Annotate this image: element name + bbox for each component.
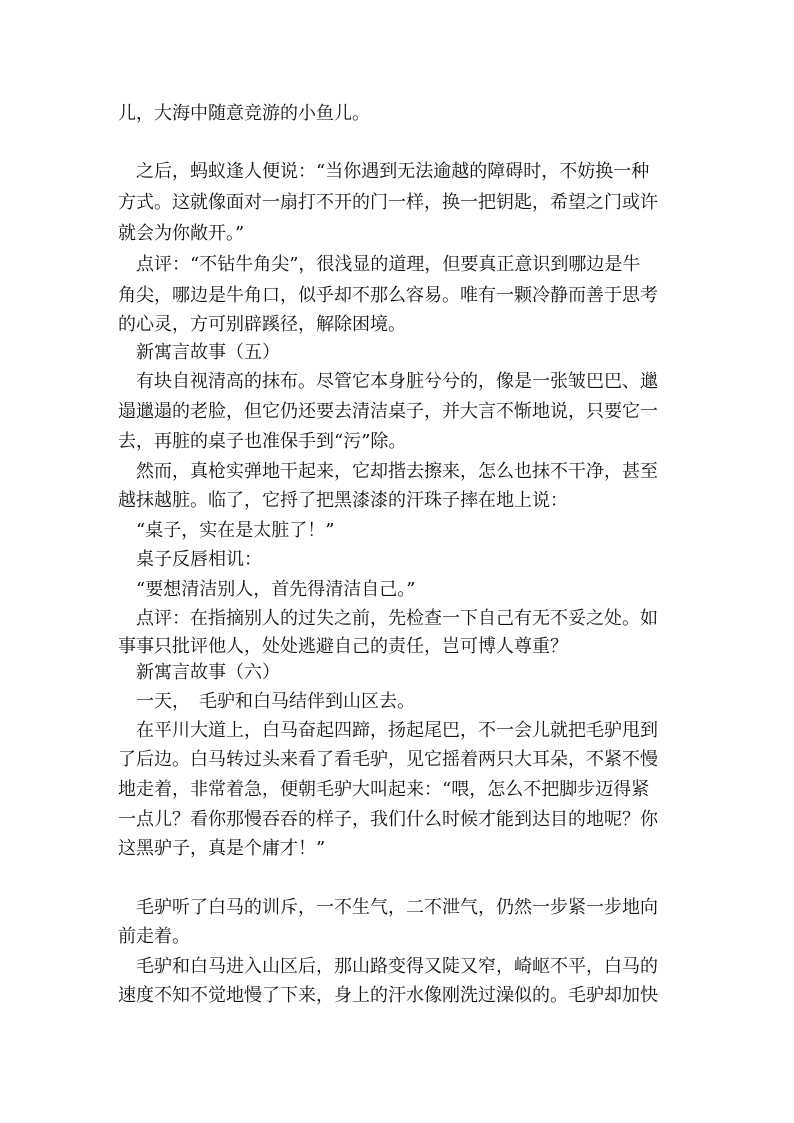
text-line: 的心灵，方可别辟蹊径，解除困境。 (118, 314, 406, 335)
text-line: 遢邋遢的老脸，但它仍还要去清洁桌子，并大言不惭地说，只要它一 (118, 401, 658, 422)
text-line: 之后，蚂蚁逢人便说：“当你遇到无法逾越的障碍时，不妨换一种 (118, 161, 650, 182)
text-line: 速度不知不觉地慢了下来，身上的汗水像刚洗过澡似的。毛驴却加快 (118, 985, 658, 1006)
text-line: 点评：在指摘别人的过失之前，先检查一下自己有无不妥之处。如 (118, 608, 658, 629)
text-line: 毛驴和白马进入山区后，那山路变得又陡又窄，崎岖不平，白马的 (118, 956, 658, 977)
text-line: 儿，大海中随意竞游的小鱼儿。 (118, 103, 370, 124)
text-line: 一天， 毛驴和白马结伴到山区去。 (118, 691, 415, 712)
text-line: 在平川大道上，白马奋起四蹄，扬起尾巴，不一会儿就把毛驴甩到 (118, 720, 658, 741)
text-line: 角尖，哪边是牛角口，似乎却不那么容易。唯有一颗冷静而善于思考 (118, 285, 658, 306)
text-line: “要想清洁别人，首先得清洁自己。” (118, 579, 416, 600)
text-line: 新寓言故事（六） (118, 662, 280, 683)
text-line: 一点儿？看你那慢吞吞的样子，我们什么时候才能到达目的地呢？你 (118, 809, 658, 830)
text-line: 了后边。白马转过头来看了看毛驴，见它摇着两只大耳朵，不紧不慢 (118, 749, 658, 770)
text-line: 这黑驴子，真是个庸才！” (118, 838, 326, 859)
text-line: 方式。这就像面对一扇打不开的门一样，换一把钥匙，希望之门或许 (118, 192, 658, 213)
text-line: 就会为你敞开。” (118, 223, 245, 244)
text-line: 毛驴听了白马的训斥，一不生气，二不泄气，仍然一步紧一步地向 (118, 897, 658, 918)
text-line: “桌子，实在是太脏了！” (118, 520, 335, 541)
text-line: 然而，真枪实弹地干起来，它却揩去擦来，怎么也抹不干净，甚至 (118, 461, 658, 482)
text-line: 越抹越脏。临了，它捋了把黑漆漆的汗珠子摔在地上说： (118, 490, 568, 511)
text-line: 新寓言故事（五） (118, 342, 280, 363)
text-line: 事事只批评他人，处处逃避自己的责任，岂可博人尊重？ (118, 636, 568, 657)
text-line: 去，再脏的桌子也准保手到“污”除。 (118, 431, 407, 452)
text-line: 有块自视清高的抹布。尽管它本身脏兮兮的，像是一张皱巴巴、邋 (118, 371, 658, 392)
text-line: 地走着，非常着急，便朝毛驴大叫起来：“喂，怎么不把脚步迈得紧 (118, 779, 650, 800)
text-line: 点评：“不钻牛角尖”，很浅显的道理，但要真正意识到哪边是牛 (118, 254, 641, 275)
text-line: 桌子反唇相讥： (118, 549, 262, 570)
text-line: 前走着。 (118, 926, 190, 947)
